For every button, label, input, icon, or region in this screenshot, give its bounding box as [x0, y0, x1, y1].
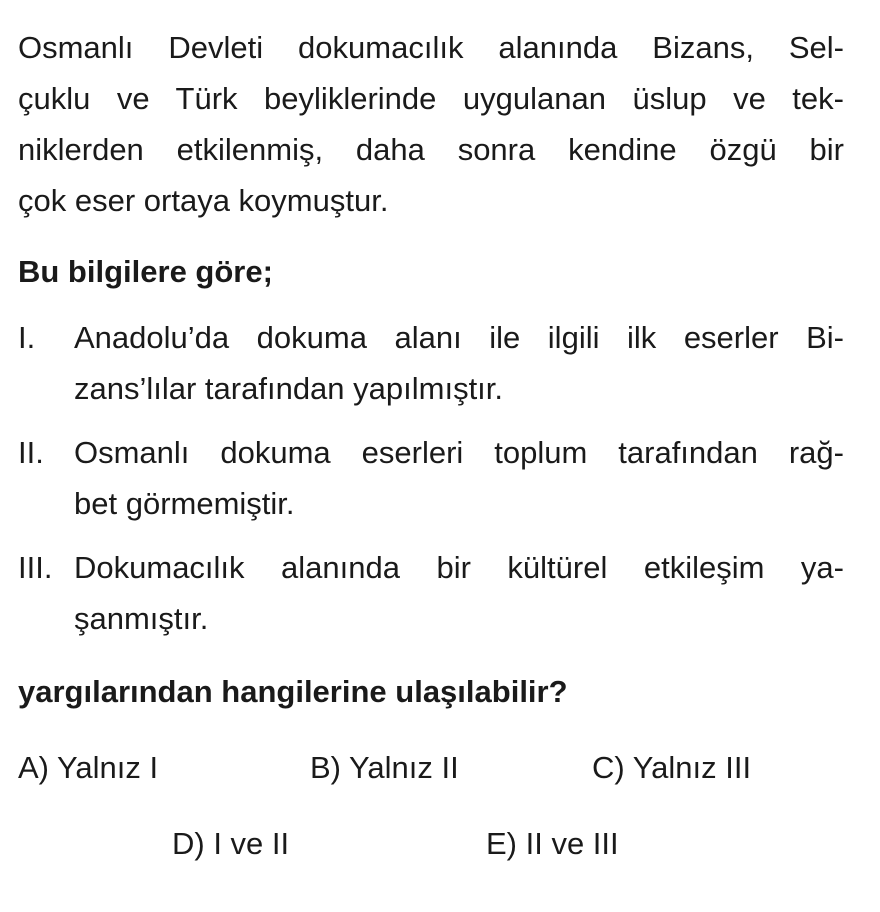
question-intro: Bu bilgilere göre; — [18, 254, 273, 289]
passage-line: Osmanlı Devleti dokumacılık alanında Bizans, Sel- — [18, 30, 844, 65]
statement-line: şanmıştır. — [74, 601, 209, 636]
passage-line: çok eser ortaya koymuştur. — [18, 183, 389, 218]
option-c[interactable]: C) Yalnız III — [592, 750, 752, 785]
passage-line: çuklu ve Türk beyliklerinde uygulanan üslup ve tek- — [18, 81, 844, 116]
statement-numeral: III. — [18, 550, 53, 585]
passage-line: niklerden etkilenmiş, daha sonra kendine özgü bir — [18, 132, 844, 167]
statement-numeral: I. — [18, 320, 36, 355]
option-b[interactable]: B) Yalnız II — [310, 750, 459, 785]
statement-line: Osmanlı dokuma eserleri toplum tarafından rağ- — [74, 435, 844, 470]
statement-item — [18, 542, 844, 644]
option-d[interactable]: D) I ve II — [172, 826, 290, 861]
statement-list — [18, 312, 844, 657]
statement-item — [18, 427, 844, 529]
statement-line: Anadolu’da dokuma alanı ile ilgili ilk eserler Bi- — [74, 320, 844, 355]
option-e[interactable]: E) II ve III — [486, 826, 619, 861]
question-prompt: yargılarından hangilerine ulaşılabilir? — [18, 674, 568, 709]
statement-numeral: II. — [18, 435, 44, 470]
option-a[interactable]: A) Yalnız I — [18, 750, 159, 785]
statement-line: bet görmemiştir. — [74, 486, 295, 521]
statement-line: zans’lılar tarafından yapılmıştır. — [74, 371, 504, 406]
statement-item — [18, 312, 844, 414]
passage-text — [18, 22, 844, 226]
statement-line: Dokumacılık alanında bir kültürel etkileşim ya- — [74, 550, 844, 585]
